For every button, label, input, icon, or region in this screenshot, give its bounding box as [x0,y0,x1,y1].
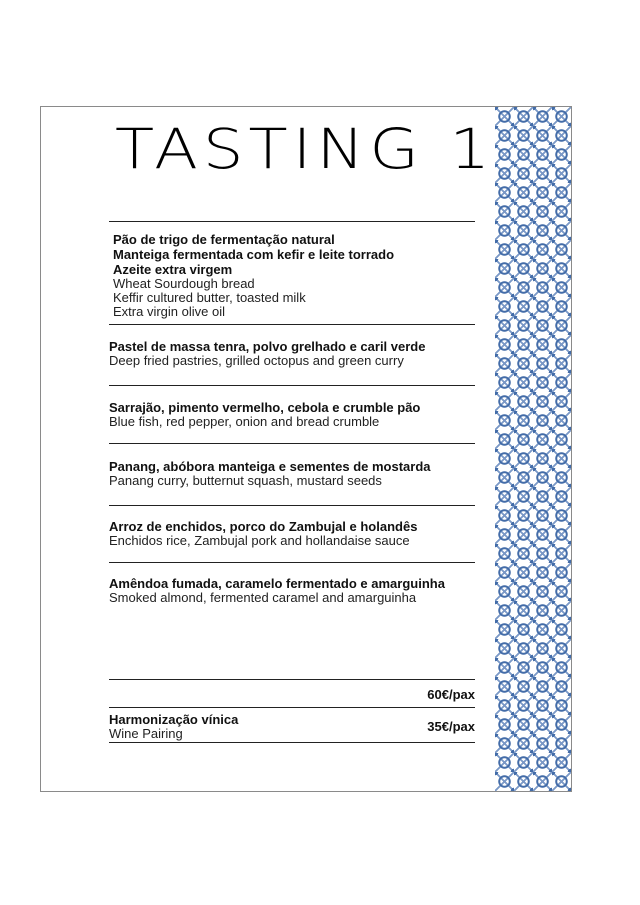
course-4 [109,459,489,488]
wine-pairing-en: Wine Pairing [109,726,183,741]
wine-pairing-row [109,712,475,741]
course-1-en-line-2: Keffir cultured butter, toasted milk [113,290,306,305]
wine-pairing-price: 35€/pax [427,719,475,734]
course-3 [109,400,489,429]
course-6-en: Smoked almond, fermented caramel and amarguinha [109,590,417,605]
divider [109,324,475,325]
course-4-pt: Panang, abóbora manteiga e sementes de mostarda [109,459,431,474]
course-2 [109,339,489,368]
course-6-pt: Amêndoa fumada, caramelo fermentado e amarguinha [109,576,445,591]
course-3-en: Blue fish, red pepper, onion and bread crumble [109,414,380,429]
wine-pairing-pt: Harmonização vínica [109,712,239,727]
course-5 [109,519,489,548]
divider [109,505,475,506]
divider [109,221,475,222]
divider [109,742,475,743]
course-1-pt-line-3: Azeite extra virgem [113,262,233,277]
divider [109,707,475,708]
course-6 [109,576,489,605]
course-5-en: Enchidos rice, Zambujal pork and hollandaise sauce [109,533,410,548]
tasting-price: 60€/pax [427,687,475,702]
tasting-price-row [109,687,475,702]
course-3-pt: Sarrajão, pimento vermelho, cebola e crumble pão [109,400,421,415]
divider [109,679,475,680]
course-1-en-line-3: Extra virgin olive oil [113,304,225,319]
course-5-pt: Arroz de enchidos, porco do Zambujal e holandês [109,519,418,534]
course-2-en: Deep fried pastries, grilled octopus and green curry [109,353,404,368]
course-1 [113,232,493,319]
divider [109,443,475,444]
azulejo-tile-border [495,107,571,791]
course-1-en-line-1: Wheat Sourdough bread [113,276,255,291]
course-1-pt-line-1: Pão de trigo de fermentação natural [113,232,335,247]
menu-page [40,106,572,792]
menu-title: TASTING 1 [115,118,496,182]
divider [109,385,475,386]
course-2-pt: Pastel de massa tenra, polvo grelhado e caril verde [109,339,426,354]
course-4-en: Panang curry, butternut squash, mustard seeds [109,473,382,488]
course-1-pt-line-2: Manteiga fermentada com kefir e leite torrado [113,247,395,262]
divider [109,562,475,563]
